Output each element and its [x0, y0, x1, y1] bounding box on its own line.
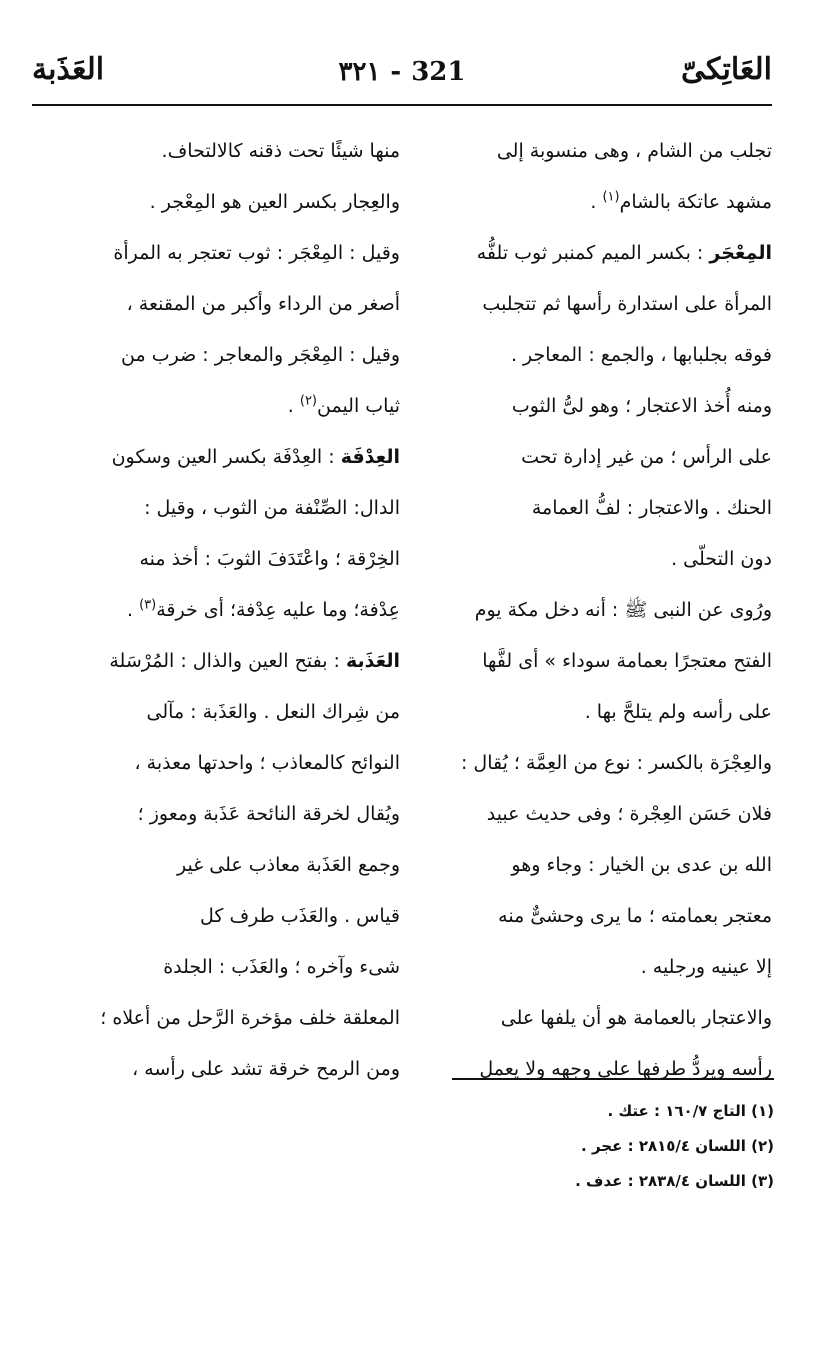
line-text: : العِدْفَة بكسر العين وسكون: [111, 446, 335, 468]
text-line: [436, 1044, 772, 1095]
text-line: [436, 993, 772, 1044]
footnote-item: (٢) اللسان ٢٨١٥/٤ : عجر .: [581, 1137, 774, 1155]
right-text-column: [436, 126, 772, 1095]
text-line: [56, 891, 400, 942]
text-line: [56, 279, 400, 330]
line-text: شىء وآخره ؛ والعَذَب : الجلدة: [163, 956, 400, 978]
footnote-item: (٣) اللسان ٢٨٣٨/٤ : عدف .: [575, 1172, 774, 1190]
page-number: [339, 52, 466, 92]
text-line: [436, 330, 772, 381]
page-number-arabic: ٣٢١: [338, 57, 381, 87]
line-text: والاعتجار بالعمامة هو أن يلفها على: [500, 1007, 772, 1029]
line-text: وقيل : المِعْجَر : ثوب تعتجر به المرأة: [113, 242, 400, 264]
text-line: [436, 738, 772, 789]
line-text: ويُقال لخرقة النائحة عَذَبة ومعوز ؛: [137, 803, 400, 825]
text-line: [56, 789, 400, 840]
text-line: [56, 330, 400, 381]
line-text: ثياب اليمن: [317, 395, 400, 417]
text-line: [56, 126, 400, 177]
text-line: [56, 381, 400, 432]
text-line: [56, 585, 400, 636]
text-line: [56, 534, 400, 585]
line-text: وجمع العَذَبة معاذب على غير: [177, 854, 400, 876]
entry-headword: العَذَبة: [345, 650, 400, 672]
line-text: دون التحلّى .: [671, 548, 772, 570]
text-line: [436, 687, 772, 738]
footnote-marker: (١): [602, 189, 620, 205]
line-text: الخِرْقة ؛ واعْتَدَفَ الثوبَ : أخذ منه: [139, 548, 400, 570]
line-text: فلان حَسَن العِجْرة ؛ وفى حديث عبيد: [486, 803, 772, 825]
line-text: على رأسه ولم يتلحَّ بها .: [584, 701, 772, 723]
text-line: [56, 177, 400, 228]
page-number-latin: 321: [411, 57, 466, 87]
line-text: والعِجْرَة بالكسر : نوع من العِمَّة ؛ يُقال :: [460, 752, 772, 774]
line-text: الفتح معتجرًا بعمامة سوداء » أى لفَّها: [482, 650, 772, 672]
line-text: من شِراك النعل . والعَذَبة : مآلى: [146, 701, 400, 723]
footnote-marker: (٢): [299, 393, 317, 409]
page-number-dash: -: [390, 57, 402, 87]
line-text: والعِجار بكسر العين هو المِعْجر .: [149, 191, 400, 213]
header-rule: [32, 104, 772, 106]
line-text: منها شيئًا تحت ذقنه كالالتحاف.: [161, 140, 400, 162]
line-text: الله بن عدى بن الخيار : وجاء وهو: [511, 854, 772, 876]
line-text: ورُوى عن النبى ﷺ : أنه دخل مكة يوم: [474, 599, 772, 621]
left-text-column: [56, 126, 400, 1095]
text-line: [436, 228, 772, 279]
line-text: النوائح كالمعاذب ؛ واحدتها معذبة ،: [134, 752, 400, 774]
line-text: على الرأس ؛ من غير إدارة تحت: [521, 446, 772, 468]
line-text: رأسه ويردُّ طرفها على وجهه ولا يعمل: [479, 1058, 772, 1080]
text-line: [56, 687, 400, 738]
line-text: وقيل : المِعْجَر والمعاجر : ضرب من: [121, 344, 400, 366]
text-line: [436, 126, 772, 177]
line-punctuation: .: [126, 599, 140, 621]
text-line: [436, 177, 772, 228]
line-text: ومن الرمح خرقة تشد على رأسه ،: [132, 1058, 400, 1080]
text-line: [56, 840, 400, 891]
line-text: أصغر من الرداء وأكبر من المقنعة ،: [126, 293, 400, 315]
text-line: [436, 840, 772, 891]
entry-headword: العِدْفَة: [340, 446, 400, 468]
footnotes: [374, 1094, 774, 1199]
line-text: إلا عينيه ورجليه .: [640, 956, 772, 978]
line-text: : بفتح العين والذال : المُرْسَلة: [109, 650, 340, 672]
text-line: [436, 942, 772, 993]
footnote-rule: [452, 1078, 774, 1080]
text-line: [56, 993, 400, 1044]
line-punctuation: .: [590, 191, 603, 213]
line-text: معتجر بعمامته ؛ ما يرى وحشىٌّ منه: [498, 905, 772, 927]
text-line: [436, 432, 772, 483]
text-line: [56, 636, 400, 687]
footnote-item: (١) التاج ١٦٠/٧ : عتك .: [607, 1102, 774, 1120]
text-line: [436, 636, 772, 687]
text-line: [56, 432, 400, 483]
running-head-last-entry: العَذَبة: [32, 52, 105, 87]
running-head-first-entry: العَاتِكىّ: [680, 52, 772, 87]
line-text: الدال: الصِّنْفة من الثوب ، وقيل :: [144, 497, 400, 519]
line-text: المرأة على استدارة رأسها ثم تتجلبب: [482, 293, 772, 315]
text-line: [436, 381, 772, 432]
text-line: [436, 789, 772, 840]
text-line: [56, 1044, 400, 1095]
line-text: مشهد عاتكة بالشام: [619, 191, 772, 213]
line-text: ومنه أُخذ الاعتجار ؛ وهو لىُّ الثوب: [511, 395, 772, 417]
entry-headword: المِعْجَر: [709, 242, 772, 264]
line-punctuation: .: [287, 395, 300, 417]
text-line: [436, 483, 772, 534]
line-text: المعلقة خلف مؤخرة الرَّحل من أعلاه ؛: [100, 1007, 400, 1029]
text-line: [56, 738, 400, 789]
text-line: [436, 585, 772, 636]
line-text: تجلب من الشام ، وهى منسوبة إلى: [496, 140, 772, 162]
text-line: [56, 942, 400, 993]
line-text: الحنك . والاعتجار : لفُّ العمامة: [531, 497, 772, 519]
text-line: [436, 279, 772, 330]
text-line: [56, 228, 400, 279]
line-text: عِدْفة؛ وما عليه عِدْفة؛ أى خرقة: [156, 599, 400, 621]
page-header: [32, 48, 772, 100]
line-text: قياس . والعَذَب طرف كل: [199, 905, 400, 927]
line-text: : بكسر الميم كمنبر ثوب تلفُّه: [476, 242, 704, 264]
text-line: [56, 483, 400, 534]
text-line: [436, 534, 772, 585]
line-text: فوقه بجلبابها ، والجمع : المعاجر .: [510, 344, 772, 366]
text-line: [436, 891, 772, 942]
footnote-marker: (٣): [139, 597, 157, 613]
